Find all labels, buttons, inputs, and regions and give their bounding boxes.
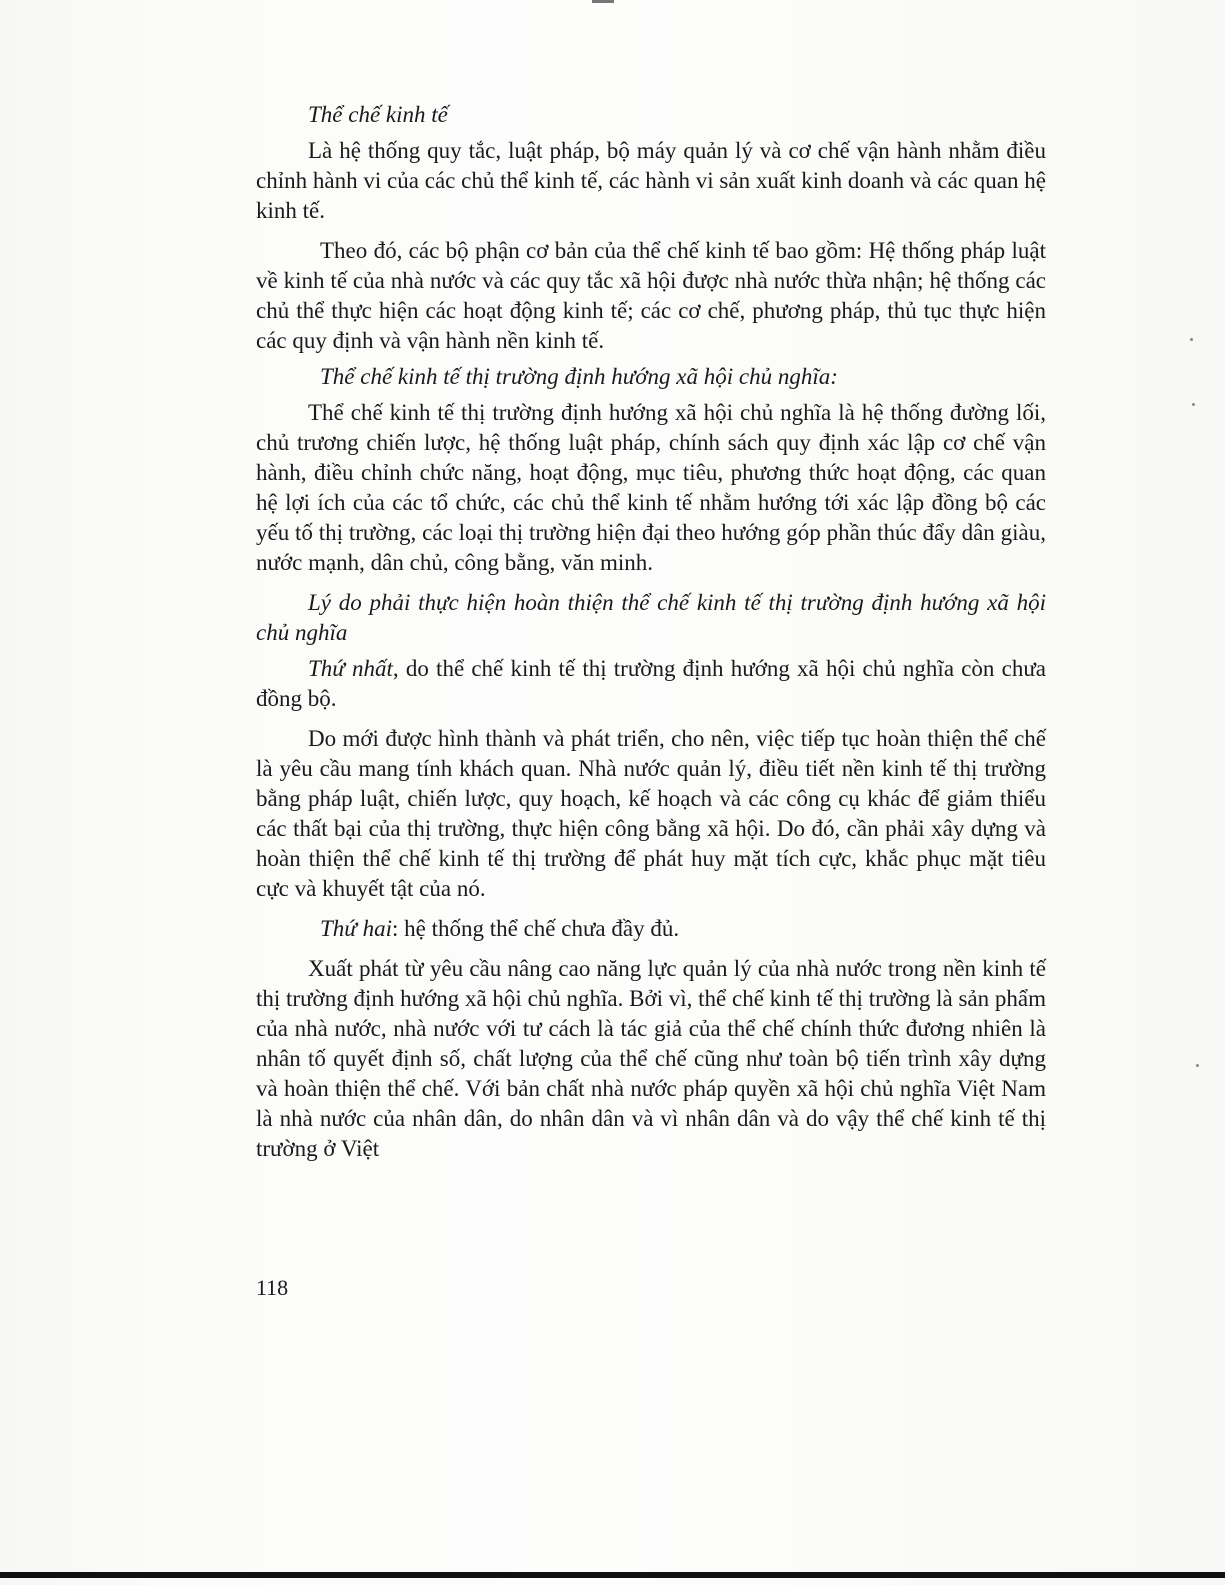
margin-speck [1190,338,1193,341]
paragraph-text: : hệ thống thể chế chưa đầy đủ. [391,916,680,941]
paragraph [256,914,1046,944]
section-heading: Lý do phải thực hiện hoàn thiện thể chế kinh tế thị trường định hướng xã hội chủ nghĩa [256,590,1046,645]
section-heading: Thể chế kinh tế [308,102,448,127]
scan-bottom-edge [0,1572,1225,1578]
paragraph [256,654,1046,714]
page-body [256,100,1046,1164]
top-scan-mark [592,0,614,3]
page-number: 118 [256,1275,289,1300]
paragraph-text: , do thể chế kinh tế thị trường định hướng xã hội chủ nghĩa còn chưa đồng bộ. [256,656,1046,711]
section-heading: Thể chế kinh tế thị trường định hướng xã hội chủ nghĩa: [320,364,838,389]
paragraph: Do mới được hình thành và phát triển, cho nên, việc tiếp tục hoàn thiện thể chế là yêu cầu mang tính khách quan. Nhà nước quản lý, điều tiết nền kinh tế thị trường bằng pháp luật, chiến lược, quy hoạch, kế hoạch và các công cụ khác để giảm thiểu các thất bại của thị trường, thực hiện công bằng xã hội. Do đó, cần phải xây dựng và hoàn thiện thể chế kinh tế thị trường để phát huy mặt tích cực, khắc phục mặt tiêu cực và khuyết tật của nó. [256,726,1046,901]
paragraph: Theo đó, các bộ phận cơ bản của thể chế kinh tế bao gồm: Hệ thống pháp luật về kinh tế của nhà nước và các quy tắc xã hội được nhà nước thừa nhận; hệ thống các chủ thể thực hiện các hoạt động kinh tế; các cơ chế, phương pháp, thủ tục thực hiện các quy định và vận hành nền kinh tế. [256,238,1046,353]
paragraph-lead: Thứ hai [320,916,392,941]
paragraph: Thể chế kinh tế thị trường định hướng xã hội chủ nghĩa là hệ thống đường lối, chủ trương chiến lược, hệ thống luật pháp, chính sách quy định xác lập cơ chế vận hành, điều chỉnh chức năng, hoạt động, mục tiêu, phương thức hoạt động, các quan hệ lợi ích của các tổ chức, các chủ thể kinh tế nhằm hướng tới xác lập đồng bộ các yếu tố thị trường, các loại thị trường hiện đại theo hướng góp phần thúc đẩy dân giàu, nước mạnh, dân chủ, công bằng, văn minh. [256,400,1046,575]
paragraph: Xuất phát từ yêu cầu nâng cao năng lực quản lý của nhà nước trong nền kinh tế thị trường định hướng xã hội chủ nghĩa. Bởi vì, thể chế kinh tế thị trường là sản phẩm của nhà nước, nhà nước với tư cách là tác giả của thể chế chính thức đương nhiên là nhân tố quyết định số, chất lượng của thể chế cũng như toàn bộ tiến trình xây dựng và hoàn thiện thể chế. Với bản chất nhà nước pháp quyền xã hội chủ nghĩa Việt Nam là nhà nước của nhân dân, do nhân dân và vì nhân dân và do vậy thể chế kinh tế thị trường ở Việt [256,956,1046,1161]
paragraph-lead: Thứ nhất [308,656,393,681]
margin-speck [1192,403,1195,406]
margin-speck [1196,1064,1199,1067]
paragraph: Là hệ thống quy tắc, luật pháp, bộ máy quản lý và cơ chế vận hành nhằm điều chỉnh hành vi của các chủ thể kinh tế, các hành vi sản xuất kinh doanh và các quan hệ kinh tế. [256,138,1046,223]
